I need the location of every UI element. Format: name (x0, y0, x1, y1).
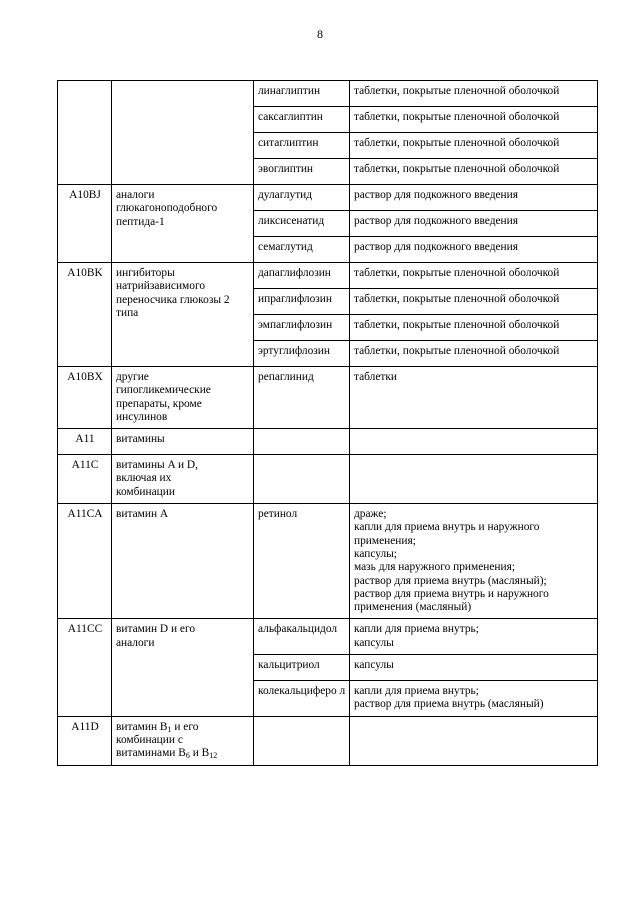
dosage-form-cell (350, 455, 598, 504)
dosage-form-cell (350, 716, 598, 765)
drug-name-cell: колекальциферо л (254, 681, 350, 717)
group-name-line: инсулинов (116, 410, 168, 423)
dosage-form-cell: капсулы (350, 655, 598, 681)
group-name-line: препараты, кроме (116, 397, 202, 410)
drug-name-cell: ретинол (254, 504, 350, 619)
group-name-line (116, 721, 250, 734)
group-name-cell (112, 367, 254, 429)
dosage-form-cell: таблетки, покрытые пленочной оболочкой (350, 133, 598, 159)
table-row (58, 81, 598, 107)
atc-code-cell: A10BX (58, 367, 112, 429)
drug-name-cell: линаглиптин (254, 81, 350, 107)
page-number: 8 (317, 27, 323, 41)
dosage-form-cell: раствор для подкожного введения (350, 185, 598, 211)
dosage-form-cell: таблетки, покрытые пленочной оболочкой (350, 107, 598, 133)
table-row (58, 185, 598, 211)
group-name-cell (112, 185, 254, 263)
dosage-form-cell: таблетки, покрытые пленочной оболочкой (350, 289, 598, 315)
drug-name-cell: эмпаглифлозин (254, 315, 350, 341)
group-name-line: ингибиторы (116, 267, 175, 279)
dosage-form-cell: раствор для подкожного введения (350, 237, 598, 263)
dosage-form-cell: таблетки, покрытые пленочной оболочкой (350, 159, 598, 185)
drug-name-cell (254, 429, 350, 455)
table-row (58, 455, 598, 504)
group-name-cell (112, 455, 254, 504)
dosage-form-cell: таблетки, покрытые пленочной оболочкой (350, 81, 598, 107)
subscript: 6 (185, 751, 190, 761)
table-row (58, 263, 598, 289)
group-name-line: натрийзависимого (116, 280, 206, 293)
group-name-text: витаминами B (116, 747, 186, 760)
table-row (58, 429, 598, 455)
atc-code-cell: A10BK (58, 263, 112, 367)
group-name-text: витамин B (116, 720, 168, 733)
drug-name-cell (254, 716, 350, 765)
atc-code-cell (58, 81, 112, 185)
dosage-form-cell: раствор для подкожного введения (350, 211, 598, 237)
atc-code-cell: A11CC (58, 619, 112, 716)
group-name-line: витамин D и его (116, 623, 196, 636)
atc-code-cell: A11C (58, 455, 112, 504)
table-row (58, 504, 598, 619)
dosage-form-line: применения; (354, 534, 416, 547)
group-name-cell (112, 619, 254, 716)
drug-name-cell: альфакальцидол (254, 619, 350, 655)
group-name-line (116, 747, 250, 760)
dosage-form-cell (350, 429, 598, 455)
drug-name-cell: семаглутид (254, 237, 350, 263)
dosage-form-cell: таблетки, покрытые пленочной оболочкой (350, 341, 598, 367)
dosage-form-line: раствор для приема внутрь (масляный); (354, 574, 547, 587)
group-name-line: аналоги (116, 189, 155, 201)
group-name-line: типа (116, 306, 139, 319)
group-name-cell: витамины (112, 429, 254, 455)
group-name-text: и B (189, 747, 210, 760)
atc-code-cell: A11D (58, 716, 112, 765)
group-name-cell (112, 263, 254, 367)
atc-code-cell: A11CA (58, 504, 112, 619)
drug-name-cell: репаглинид (254, 367, 350, 429)
group-name-line: гипогликемические (116, 384, 211, 397)
drug-name-cell: ипраглифлозин (254, 289, 350, 315)
drug-name-cell: эвоглиптин (254, 159, 350, 185)
dosage-form-line: мазь для наружного применения; (354, 561, 516, 574)
group-name-line: переносчика глюкозы 2 (116, 293, 230, 306)
group-name-line: комбинации с (116, 733, 183, 746)
dosage-form-line: раствор для приема внутрь и наружного (354, 587, 549, 600)
dosage-form-line: капли для приема внутрь и наружного (354, 521, 540, 534)
drug-name-cell: дулаглутид (254, 185, 350, 211)
dosage-form-line: применения (масляный) (354, 601, 472, 614)
dosage-form-cell: таблетки, покрытые пленочной оболочкой (350, 315, 598, 341)
dosage-form-line: капсулы (354, 636, 394, 649)
dosage-form-line: раствор для приема внутрь (масляный) (354, 698, 544, 711)
group-name-line: витамины A и D, (116, 459, 199, 472)
group-name-line: другие (116, 371, 149, 383)
subscript: 1 (167, 724, 172, 734)
drug-name-cell: ситаглиптин (254, 133, 350, 159)
group-name-cell: витамин A (112, 504, 254, 619)
group-name-cell (112, 81, 254, 185)
subscript: 12 (209, 751, 218, 761)
drug-name-cell: ликсисенатид (254, 211, 350, 237)
dosage-form-line: капсулы; (354, 547, 397, 560)
table-row (58, 619, 598, 655)
drug-name-cell: саксаглиптин (254, 107, 350, 133)
atc-code-cell: A11 (58, 429, 112, 455)
drug-name-cell: кальцитриол (254, 655, 350, 681)
drug-name-cell: эртуглифлозин (254, 341, 350, 367)
group-name-text: и его (171, 720, 199, 733)
drug-name-cell: дапаглифлозин (254, 263, 350, 289)
dosage-form-line: драже; (354, 508, 387, 521)
dosage-form-cell (350, 681, 598, 717)
group-name-line: аналоги (116, 636, 155, 649)
table-row (58, 716, 598, 765)
drug-name-cell (254, 455, 350, 504)
group-name-line: пептида-1 (116, 215, 165, 228)
dosage-form-line: капли для приема внутрь; (354, 685, 479, 698)
group-name-line: комбинации (116, 485, 175, 498)
group-name-cell (112, 716, 254, 765)
drug-table (57, 80, 598, 766)
dosage-form-cell (350, 504, 598, 619)
atc-code-cell: A10BJ (58, 185, 112, 263)
group-name-line: глюкагоноподобного (116, 202, 218, 215)
table-row (58, 367, 598, 429)
dosage-form-cell (350, 619, 598, 655)
dosage-form-cell: таблетки, покрытые пленочной оболочкой (350, 263, 598, 289)
group-name-line: включая их (116, 472, 172, 485)
dosage-form-cell: таблетки (350, 367, 598, 429)
dosage-form-line: капли для приема внутрь; (354, 623, 479, 636)
